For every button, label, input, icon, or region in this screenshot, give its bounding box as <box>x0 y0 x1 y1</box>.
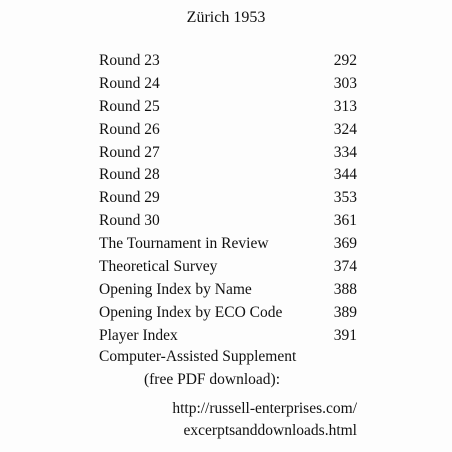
toc-entry <box>99 233 357 256</box>
toc-entry-title: Theoretical Survey <box>99 258 218 276</box>
running-header: Zürich 1953 <box>186 9 266 26</box>
toc-entry-title: Round 27 <box>99 143 160 161</box>
toc-entry-title: The Tournament in Review <box>99 235 269 253</box>
toc-entry-title: Round 26 <box>99 120 160 138</box>
toc-entry-page: 292 <box>333 52 357 69</box>
toc-entry-title: Round 23 <box>99 52 160 69</box>
toc-entry-title: Opening Index by Name <box>99 280 252 298</box>
toc-entry-page: 389 <box>333 303 357 321</box>
toc-entry <box>99 210 357 233</box>
toc-entry <box>99 279 357 302</box>
supplement-url <box>172 398 357 442</box>
toc-entry-title: Opening Index by ECO Code <box>99 303 283 321</box>
toc-entry-page: 388 <box>333 280 357 298</box>
toc-entry <box>99 119 357 142</box>
toc-entry-page: 353 <box>333 189 357 207</box>
supplement-note <box>99 346 357 439</box>
toc-entry-page: 344 <box>333 166 357 184</box>
toc-entry-page: 361 <box>333 212 357 230</box>
toc-entry <box>99 142 357 165</box>
table-of-contents <box>99 50 357 348</box>
toc-entry-page: 334 <box>333 143 357 161</box>
toc-entry-page: 369 <box>333 235 357 253</box>
toc-entry <box>99 325 357 348</box>
toc-entry <box>99 50 357 73</box>
toc-entry <box>99 164 357 187</box>
toc-entry-title: Round 25 <box>99 97 160 115</box>
toc-entry-page: 374 <box>333 258 357 276</box>
toc-entry-page: 391 <box>333 326 357 344</box>
supplement-url-line-1: http://russell-enterprises.com/ <box>172 400 357 417</box>
toc-entry-title: Round 28 <box>99 166 160 184</box>
toc-entry <box>99 96 357 119</box>
supplement-title: Computer-Assisted Supplement <box>99 348 297 365</box>
toc-entry-title: Round 24 <box>99 74 160 92</box>
toc-entry <box>99 256 357 279</box>
toc-entry <box>99 302 357 325</box>
toc-entry-page: 313 <box>333 97 357 115</box>
toc-entry-page: 324 <box>333 120 357 138</box>
toc-entry-title: Round 29 <box>99 189 160 207</box>
toc-entry-title: Round 30 <box>99 212 160 230</box>
toc-entry <box>99 187 357 210</box>
toc-entry-title: Player Index <box>99 326 178 344</box>
toc-entry <box>99 73 357 96</box>
toc-entry-page: 303 <box>333 74 357 92</box>
supplement-url-line-2: excerptsanddownloads.html <box>183 422 357 439</box>
supplement-subtitle: (free PDF download): <box>143 370 281 388</box>
